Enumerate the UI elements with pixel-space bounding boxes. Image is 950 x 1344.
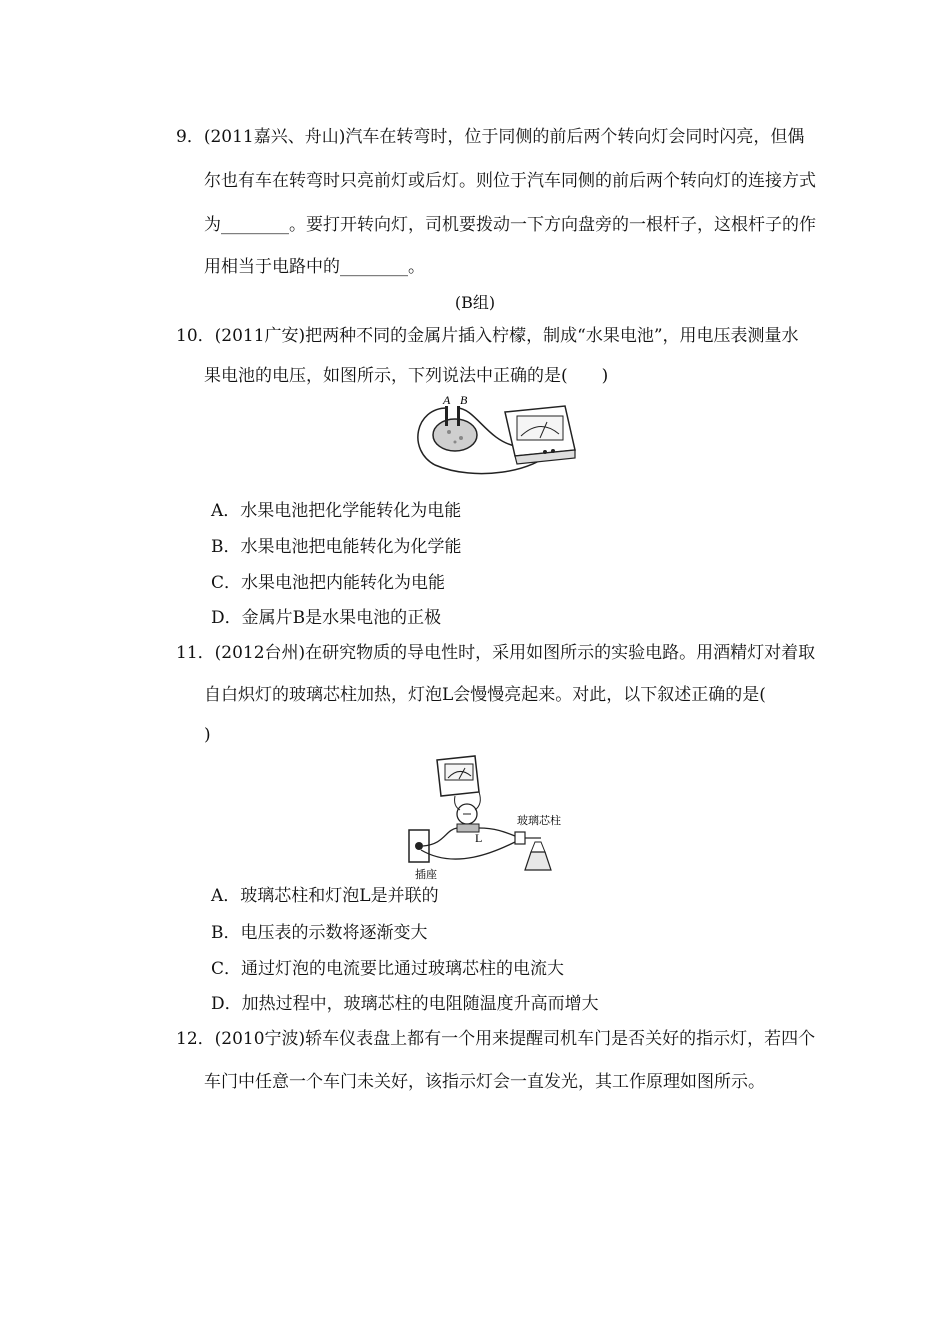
q9-line-1: 9．(2011嘉兴、舟山)汽车在转弯时，位于同侧的前后两个转向灯会同时闪亮，但偶 — [176, 127, 805, 147]
label-socket: 插座 — [415, 869, 437, 881]
q10-option-a: A．水果电池把化学能转化为电能 — [211, 501, 462, 521]
fruit-battery-figure — [405, 390, 580, 480]
q10-line-2: 果电池的电压，如图所示，下列说法中正确的是( ) — [204, 366, 609, 386]
section-heading-b: (B组) — [454, 293, 496, 312]
q11-option-a: A．玻璃芯柱和灯泡L是并联的 — [211, 886, 439, 906]
glass-core-figure — [405, 752, 580, 882]
q11-option-c: C．通过灯泡的电流要比通过玻璃芯柱的电流大 — [211, 959, 565, 979]
q11-option-d: D．加热过程中，玻璃芯柱的电阻随温度升高而增大 — [211, 994, 599, 1014]
q11-line-1: 11．(2012台州)在研究物质的导电性时，采用如图所示的实验电路。用酒精灯对着取 — [176, 643, 816, 663]
q11-line-3: ) — [204, 725, 211, 745]
q12-line-2: 车门中任意一个车门未关好，该指示灯会一直发光，其工作原理如图所示。 — [204, 1072, 765, 1092]
q10-option-c: C．水果电池把内能转化为电能 — [211, 573, 446, 593]
q9-line-4: 用相当于电路中的________。 — [204, 257, 425, 277]
q9-line-3: 为________。要打开转向灯，司机要拨动一下方向盘旁的一根杆子，这根杆子的作 — [204, 215, 816, 235]
q12-line-1: 12．(2010宁波)轿车仪表盘上都有一个用来提醒司机车门是否关好的指示灯，若四个 — [176, 1029, 816, 1049]
q11-line-2: 自白炽灯的玻璃芯柱加热，灯泡L会慢慢亮起来。对此，以下叙述正确的是( — [204, 685, 766, 705]
q11-option-b: B．电压表的示数将逐渐变大 — [211, 923, 428, 943]
label-glass-core: 玻璃芯柱 — [517, 815, 561, 827]
q10-line-1: 10．(2011广安)把两种不同的金属片插入柠檬，制成“水果电池”，用电压表测量水 — [176, 326, 799, 346]
label-a: A — [443, 393, 451, 407]
label-bulb-l: L — [475, 831, 483, 845]
q10-option-d: D．金属片B是水果电池的正极 — [211, 608, 442, 628]
q10-option-b: B．水果电池把电能转化为化学能 — [211, 537, 462, 557]
label-b: B — [460, 393, 468, 407]
q9-line-2: 尔也有车在转弯时只亮前灯或后灯。则位于汽车同侧的前后两个转向灯的连接方式 — [204, 171, 816, 191]
